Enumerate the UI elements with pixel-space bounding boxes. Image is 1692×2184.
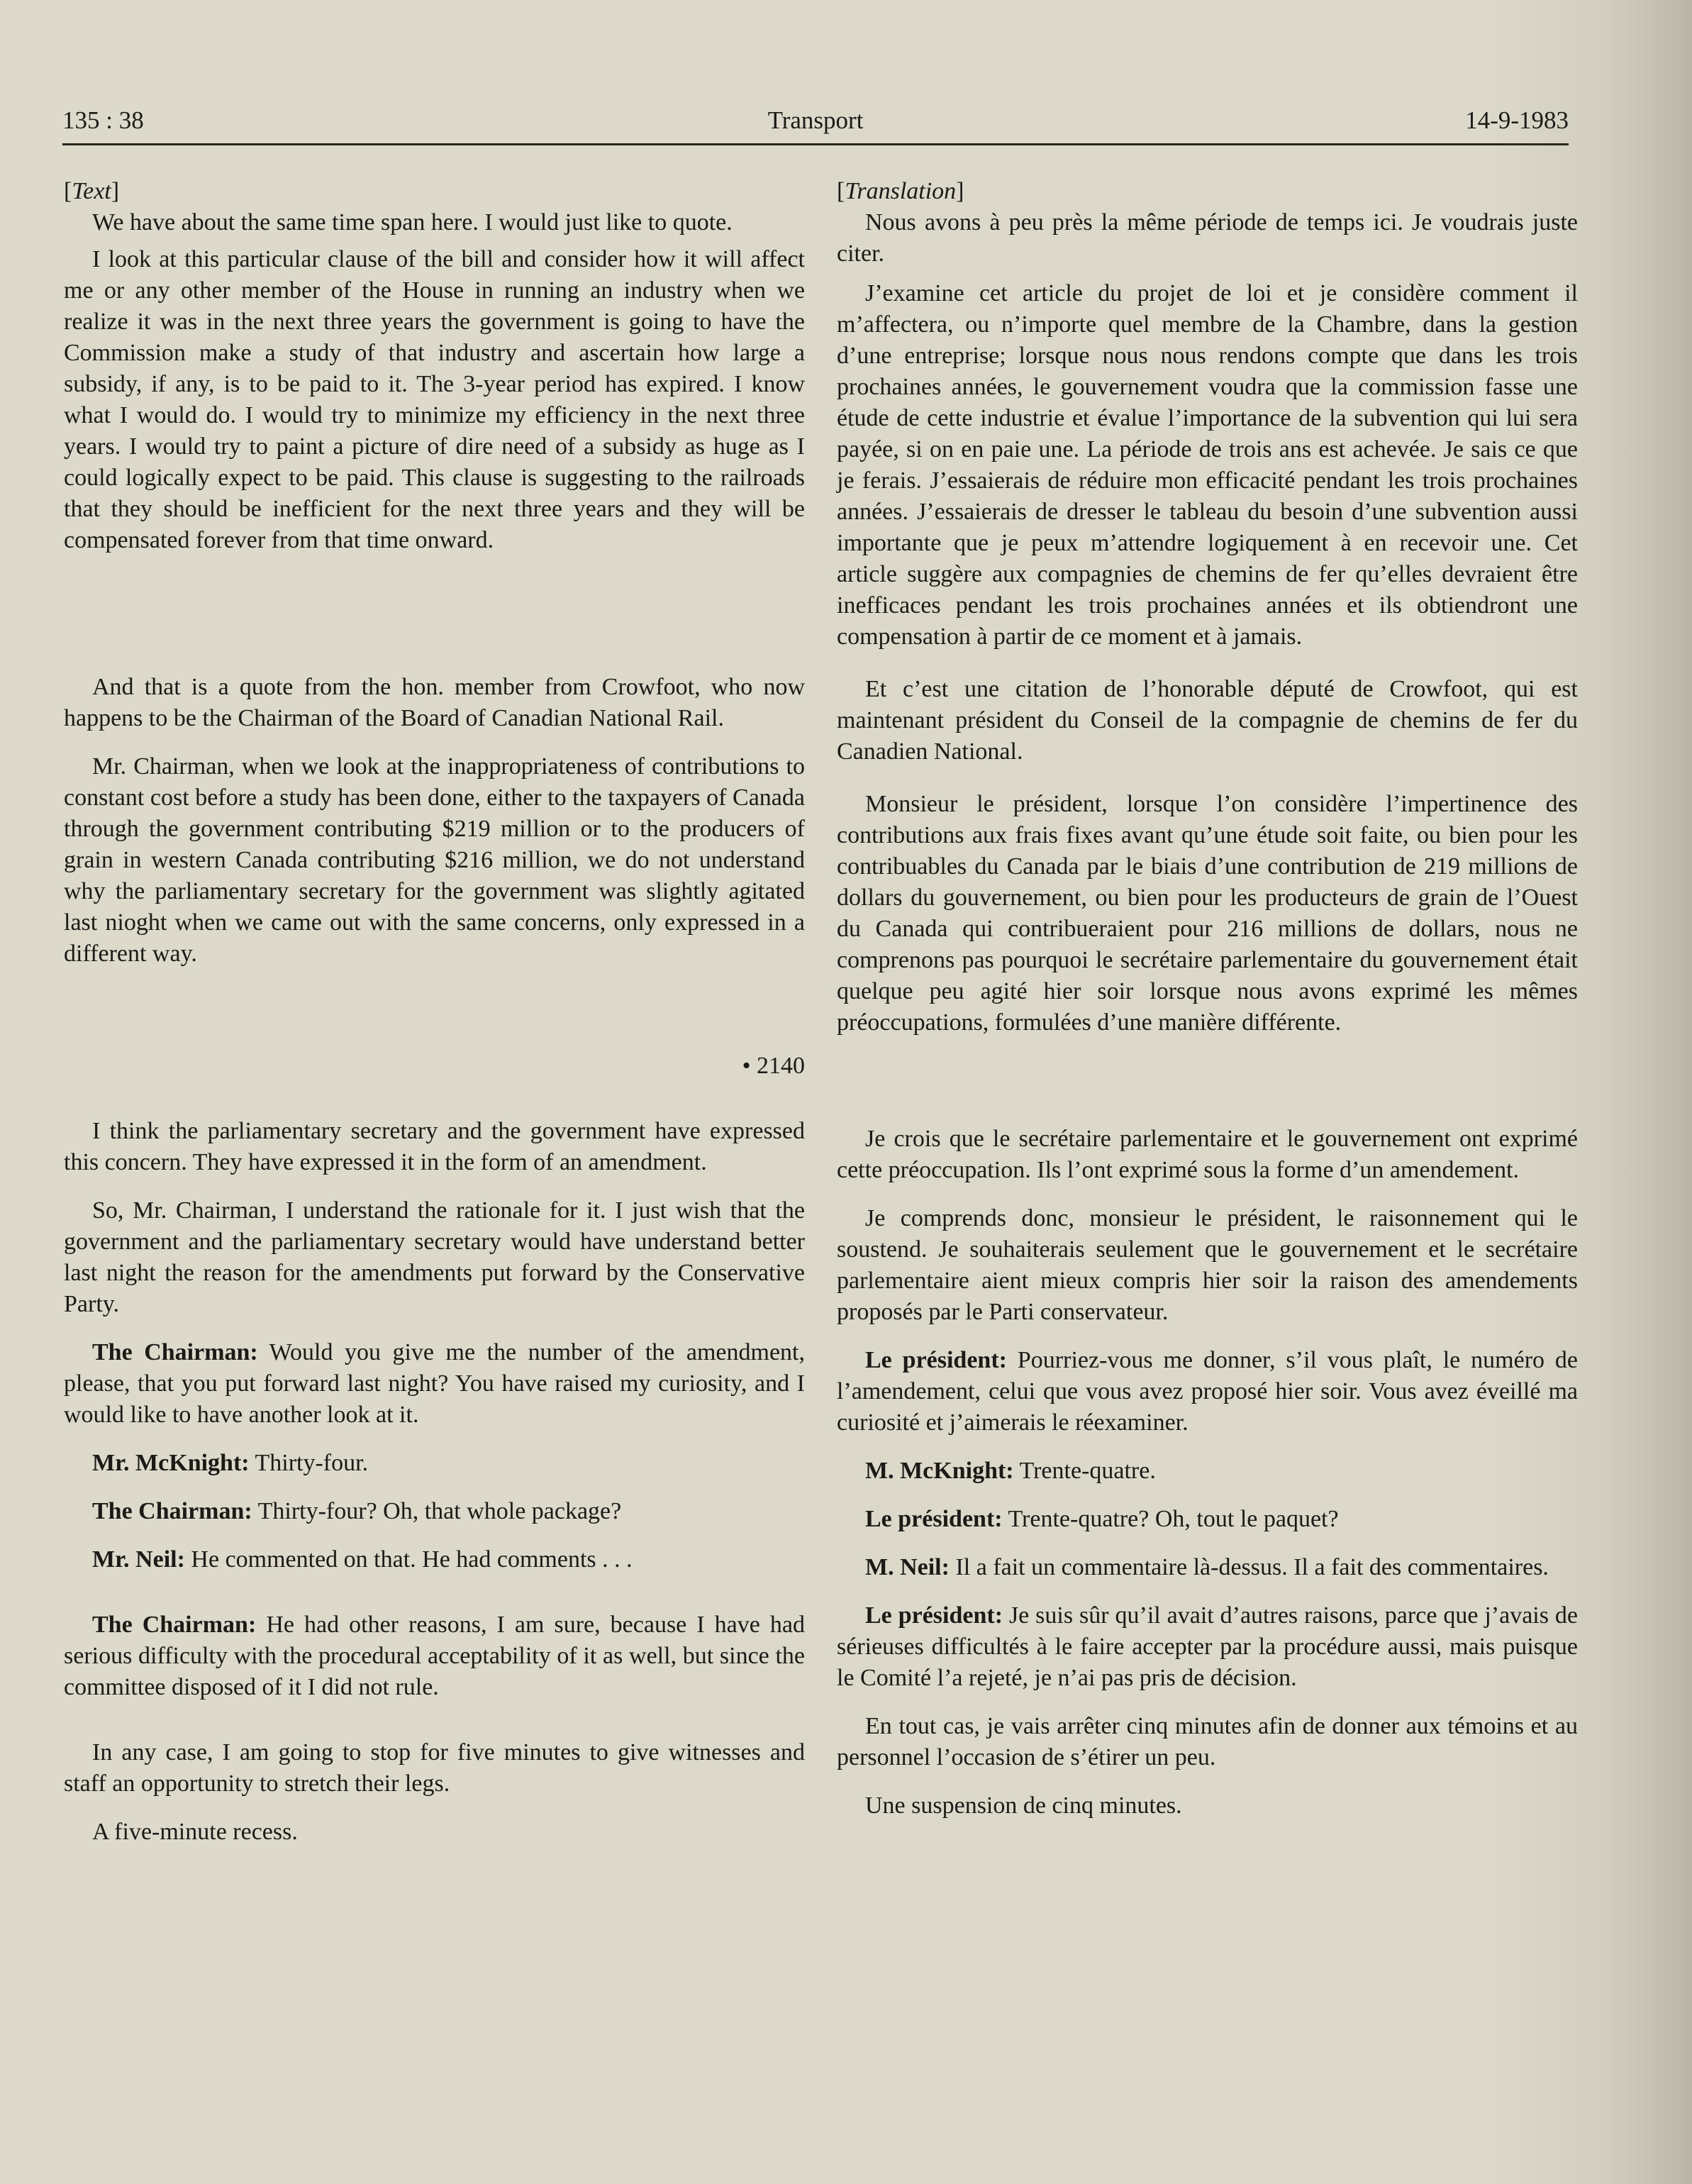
paragraph: So, Mr. Chairman, I understand the rationale for it. I just wish that the government and the parliamentary secretary would have understand better last night the reason for the amendments put forward by the Conservative Party. (64, 1197, 805, 1317)
paragraph: I think the parliamentary secretary and the government have expressed this concern. They have expressed it in the form of an amendment. (64, 1118, 805, 1175)
speaker-name: Le président: (865, 1602, 1003, 1629)
speaker-name: Mr. Neil: (92, 1546, 185, 1573)
speaker-name: The Chairman: (92, 1339, 258, 1365)
speech: M. Neil: Il a fait un commentaire là-dessus. Il a fait des commentaires. (865, 1554, 1549, 1580)
paragraph: Je crois que le secrétaire parlementaire et le gouvernement ont exprimé cette préoccupation. Ils l’ont exprimé sous la forme d’un amendement. (837, 1126, 1578, 1183)
french-column (837, 176, 1578, 1839)
speaker-name: M. Neil: (865, 1554, 950, 1580)
paragraph: Et c’est une citation de l’honorable député de Crowfoot, qui est maintenant président du Conseil de la compagnie de chemins de fer du Canadien National. (837, 676, 1578, 765)
speaker-name: The Chairman: (92, 1612, 257, 1638)
speaker-name: Le président: (865, 1506, 1003, 1532)
running-title: Transport (767, 106, 864, 134)
speech: The Chairman: Would you give me the number of the amendment, please, that you put forward last night? You have raised my curiosity, and I would like to have another look at it. (64, 1339, 805, 1428)
speaker-name: Mr. McKnight: (92, 1450, 250, 1476)
header-rule (62, 143, 1569, 145)
time-marker: • 2140 (742, 1053, 805, 1079)
paragraph: We have about the same time span here. I would just like to quote. (92, 209, 733, 235)
paragraph: Monsieur le président, lorsque l’on considère l’impertinence des contributions aux frais fixes avant qu’une étude soit faite, ou bien pour les contribuables du Canada par le biais d’une contribution de 219 millions de dollars du gouvernement, ou bien pour les producteurs de grain de l’Ouest du Canada qui contribueraient pour 216 millions de dollars, nous ne comprenons pas pourquoi le secrétaire parlementaire du gouvernement était quelque peu agité hier soir lorsque nous avons exprimé les mêmes préoccupations, formulées d’une manière différente. (837, 791, 1578, 1036)
english-column (64, 176, 805, 1865)
page-date: 14-9-1983 (1465, 106, 1569, 134)
speech: Le président: Trente-quatre? Oh, tout le paquet? (865, 1506, 1339, 1532)
speaker-name: M. McKnight: (865, 1458, 1014, 1484)
speech: Le président: Pourriez-vous me donner, s’il vous plaît, le numéro de l’amendement, celui que vous avez proposé hier soir. Vous avez éveillé ma curiosité et j’aimerais le réexaminer. (837, 1347, 1579, 1436)
paragraph: Mr. Chairman, when we look at the inappropriateness of contributions to constant cost before a study has been done, either to the taxpayers of Canada through the government contributing $219 million or to the producers of grain in western Canada contributing $216 million, we do not understand why the parliamentary secretary for the government was slightly agitated last nioght when we came out with the same concerns, only expressed in a different way. (64, 753, 805, 967)
speech: Mr. McKnight: Thirty-four. (92, 1450, 369, 1476)
paragraph: I look at this particular clause of the bill and consider how it will affect me or any other member of the House in running an industry when we realize it was in the next three years the government is going to have the Commission make a study of that industry and ascertain how large a subsidy, if any, is to be paid to it. The 3-year period has expired. I know what I would do. I would try to minimize my efficiency in the next three years. I would try to paint a picture of dire need of a subsidy as huge as I could logically expect to be paid. This clause is suggesting to the railroads that they should be inefficient for the next three years and they will be compensated forever from that time onward. (64, 246, 805, 553)
paragraph: Une suspension de cinq minutes. (865, 1792, 1182, 1819)
speech: The Chairman: He had other reasons, I am sure, because I have had serious difficulty with the procedural acceptability of it as well, but since the committee disposed of it I did not rule. (64, 1612, 805, 1700)
paragraph: In any case, I am going to stop for five minutes to give witnesses and staff an opportunity to stretch their legs. (64, 1739, 805, 1797)
speech: M. McKnight: Trente-quatre. (865, 1458, 1156, 1484)
paragraph: And that is a quote from the hon. member from Crowfoot, who now happens to be the Chairman of the Board of Canadian National Rail. (64, 674, 805, 731)
paragraph: A five-minute recess. (92, 1819, 298, 1845)
paragraph: Nous avons à peu près la même période de temps ici. Je voudrais juste citer. (837, 209, 1578, 267)
paragraph: J’examine cet article du projet de loi et je considère comment il m’affectera, ou n’importe quel membre de la Chambre, dans la gestion d’une entreprise; lorsque nous nous rendons compte que dans les trois prochaines années, le gouvernement voudra que la commission fasse une étude de cette industrie et évalue l’importance de la subvention qui lui sera payée, si on en paie une. La période de trois ans est achevée. Je sais ce que je ferais. J’essaierais de réduire mon efficacité pendant les trois prochaines années. J’essaierais de dresser le tableau du besoin d’une subvention aussi importante que je peux m’attendre logiquement à en recevoir une. Cet article suggère aux compagnies de chemins de fer qu’elles devraient être inefficaces pendant les trois prochaines années et ils obtiendront une compensation à partir de ce moment et à jamais. (837, 280, 1578, 650)
translation-label: [Translation] (837, 178, 964, 204)
speech: The Chairman: Thirty-four? Oh, that whole package? (92, 1498, 622, 1524)
text-label: [Text] (64, 178, 120, 204)
paragraph: Je comprends donc, monsieur le président, le raisonnement qui le soustend. Je souhaiterais seulement que le gouvernement et le secrétaire parlementaire aient mieux compris hier soir la raison des amendements proposés par le Parti conservateur. (837, 1205, 1578, 1325)
speaker-name: The Chairman: (92, 1498, 252, 1524)
speech: Mr. Neil: He commented on that. He had comments . . . (92, 1546, 633, 1573)
speech: Le président: Je suis sûr qu’il avait d’autres raisons, parce que j’avais de sérieuses difficultés à le faire accepter par la procédure aussi, mais puisque le Comité l’a rejeté, je n’ai pas pris de décision. (837, 1602, 1578, 1691)
page-number: 135 : 38 (62, 106, 144, 134)
page-header (62, 106, 1569, 142)
speaker-name: Le président: (865, 1347, 1007, 1373)
paragraph: En tout cas, je vais arrêter cinq minutes afin de donner aux témoins et au personnel l’occasion de s’étirer un peu. (837, 1713, 1578, 1770)
